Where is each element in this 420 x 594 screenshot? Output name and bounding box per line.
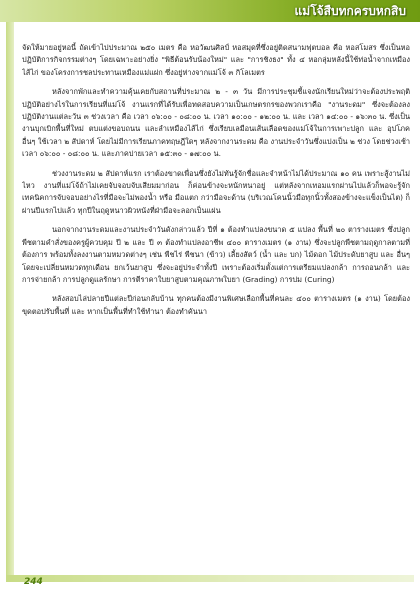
bottom-frame-border [6,575,414,582]
page-header [0,0,420,36]
paragraph-2: หลังจากพักและทำความคุ้นเคยกับสถานที่ประมาณ ๒ - ๓ วัน มีการประชุมชี้แจงนักเรียนใหม่ว่าจะต้องประพฤติปฏิบัติอย่างไรในการเรียนที่แม่โจ้ งานแรกที่ได้รับเพื่อทดสอบความเป็นเกษตรกรของพวกเราคือ "งานระดม" ซึ่งจะต้องลงปฏิบัติงานแต่ละวัน ๓ ช่วงเวลา คือ เวลา ๐๖:๐๐ - ๐๘:๐๐ น. เวลา ๑๐:๐๐ - ๑๒:๐๐ น. และ เวลา ๑๔:๐๐ - ๑๖:๓๐ น. ซึ่งเป็นงานบุกเบิกพื้นที่ใหม่ ตบแต่งขอบถนน และลำเหมืองไส้ไก่ ซึ่งเรียบเลมือนเส้นเลือดของแม่โจ้ในการเพาะปลูก และ อุปโภคอื่นๆ ใช้เวลา ๒ สัปดาห์ โดยไม่มีการเรียนภาคทฤษฎีใดๆ หลังจากงานระดม คือ งานประจำวันซึ่งแบ่งเป็น ๒ ช่วง โดยช่วงเช้าเวลา ๐๖:๐๐ - ๐๘:๐๐ น. และภาคบ่ายเวลา ๑๕:๓๐ - ๑๗:๐๐ น. [22,87,410,159]
left-frame-border [6,22,14,582]
page-number: 244 [24,577,43,587]
paragraph-3: ช่วงงานระดม ๒ สัปดาห์แรก เราต้องขาดเพื่อนซึ่งยังไม่ทันรู้จักชื่อและจำหน้าไม่ได้ประมาณ ๑๐ คน เพราะสู้งานไม่ไหว งานที่แม่โจ้ถ้าไม่เคยจับจอบจับเสียมมาก่อน ก็ค่อนข้างจะหนักหนาอยู่ แต่หลังจากเทอมแรกผ่านไปแล้วก็พอจะรู้จักเทคนิคการจับจอบอย่างไรที่มือจะไม่พองน้ำ หรือ มือแตก กว่ามือจะด้าน (บริเวณโคนนิ้วมือทุกนิ้วทั้งสองข้างจะแข็งเป็นไต) ก็ผ่านปีแรกไปแล้ว ทุกปีในฤดูหนาวผิวหนังที่ฝ่ามือจะลอกเป็นแผ่น [22,168,410,215]
paragraph-4: นอกจากงานระดมและงานประจำวันดังกล่าวแล้ว ปีที่ ๑ ต้องทำแปลงขนาด ๕ แปลง พื้นที่ ๒๐ ตารางเมตร ซึ่งปลูกพืชตามคำสั่งของครูผู้ควบคุม ปี ๒ และ ปี ๓ ต้องทำแปลงอาชีพ ๔๐๐ ตารางเมตร (๑ งาน) ซึ่งจะปลูกพืชตามฤดูกาลตามที่ต้องการ พร้อมทั้งลงงานตามหมวดต่างๆ เช่น พืชไร่ พืชนา (ข้าว) เลี้ยงสัตว์ (น้ำ และ บก) ไม้ดอก ไม้ประดับยาสูบ และ อื่นๆ โดยจะเปลี่ยนหมวดทุกเดือน ยกเว้นยาสูบ ซึ่งจะอยู่ประจำทั้งปี เพราะต้องเริ่มตั้งแต่การเตรียมแปลงกล้า การถอนกล้า และ การจ่ายกล้า การปลูกดูแลรักษา การตีราคาใบยาสูบตามคุณภาพใบยา (Grading) การบ่ม (Curing) [22,225,410,284]
header-title: แม่โจ้สืบทกครบหกสิบ [294,4,406,18]
paragraph-1: จัดให้มายอยู่หอนี้ ถัดเข้าไปประมาณ ๒๕๐ เมตร คือ หอวัฒนศิลป์ หอสมุดที่ซึ่งอยู่ติดสนามฟุตบอล คือ หอสโมสร ซึ่งเป็นหอปฏิบัติการกิจกรรมต่างๆ โดยเฉพาะอย่างยิ่ง "พิธีต้อนรับน้องใหม่" และ "การชิงธง" ทั้ง ๔ หอกลุ่มหลังนี้ใช้ท่อน้ำจากเหมืองไส้ไก่ ของโครงการชลประทานเหมืองแม่แฝก ซึ่งอยู่ห่างจากแม่โจ้ ๓ กิโลเมตร [22,43,410,77]
document-body [22,42,410,562]
paragraph-5: หลังสอบไล่ปลายปีแต่ละปีก่อนกลับบ้าน ทุกคนต้องมีงานพิเศษเลือกพื้นที่คนละ ๔๐๐ ตารางเมตร (๑ งาน) โดยต้องขุดตอปรับพื้นที่ และ หากเป็นพื้นที่ทำใช้ทำนา ต้องทำคันนา [22,294,410,316]
